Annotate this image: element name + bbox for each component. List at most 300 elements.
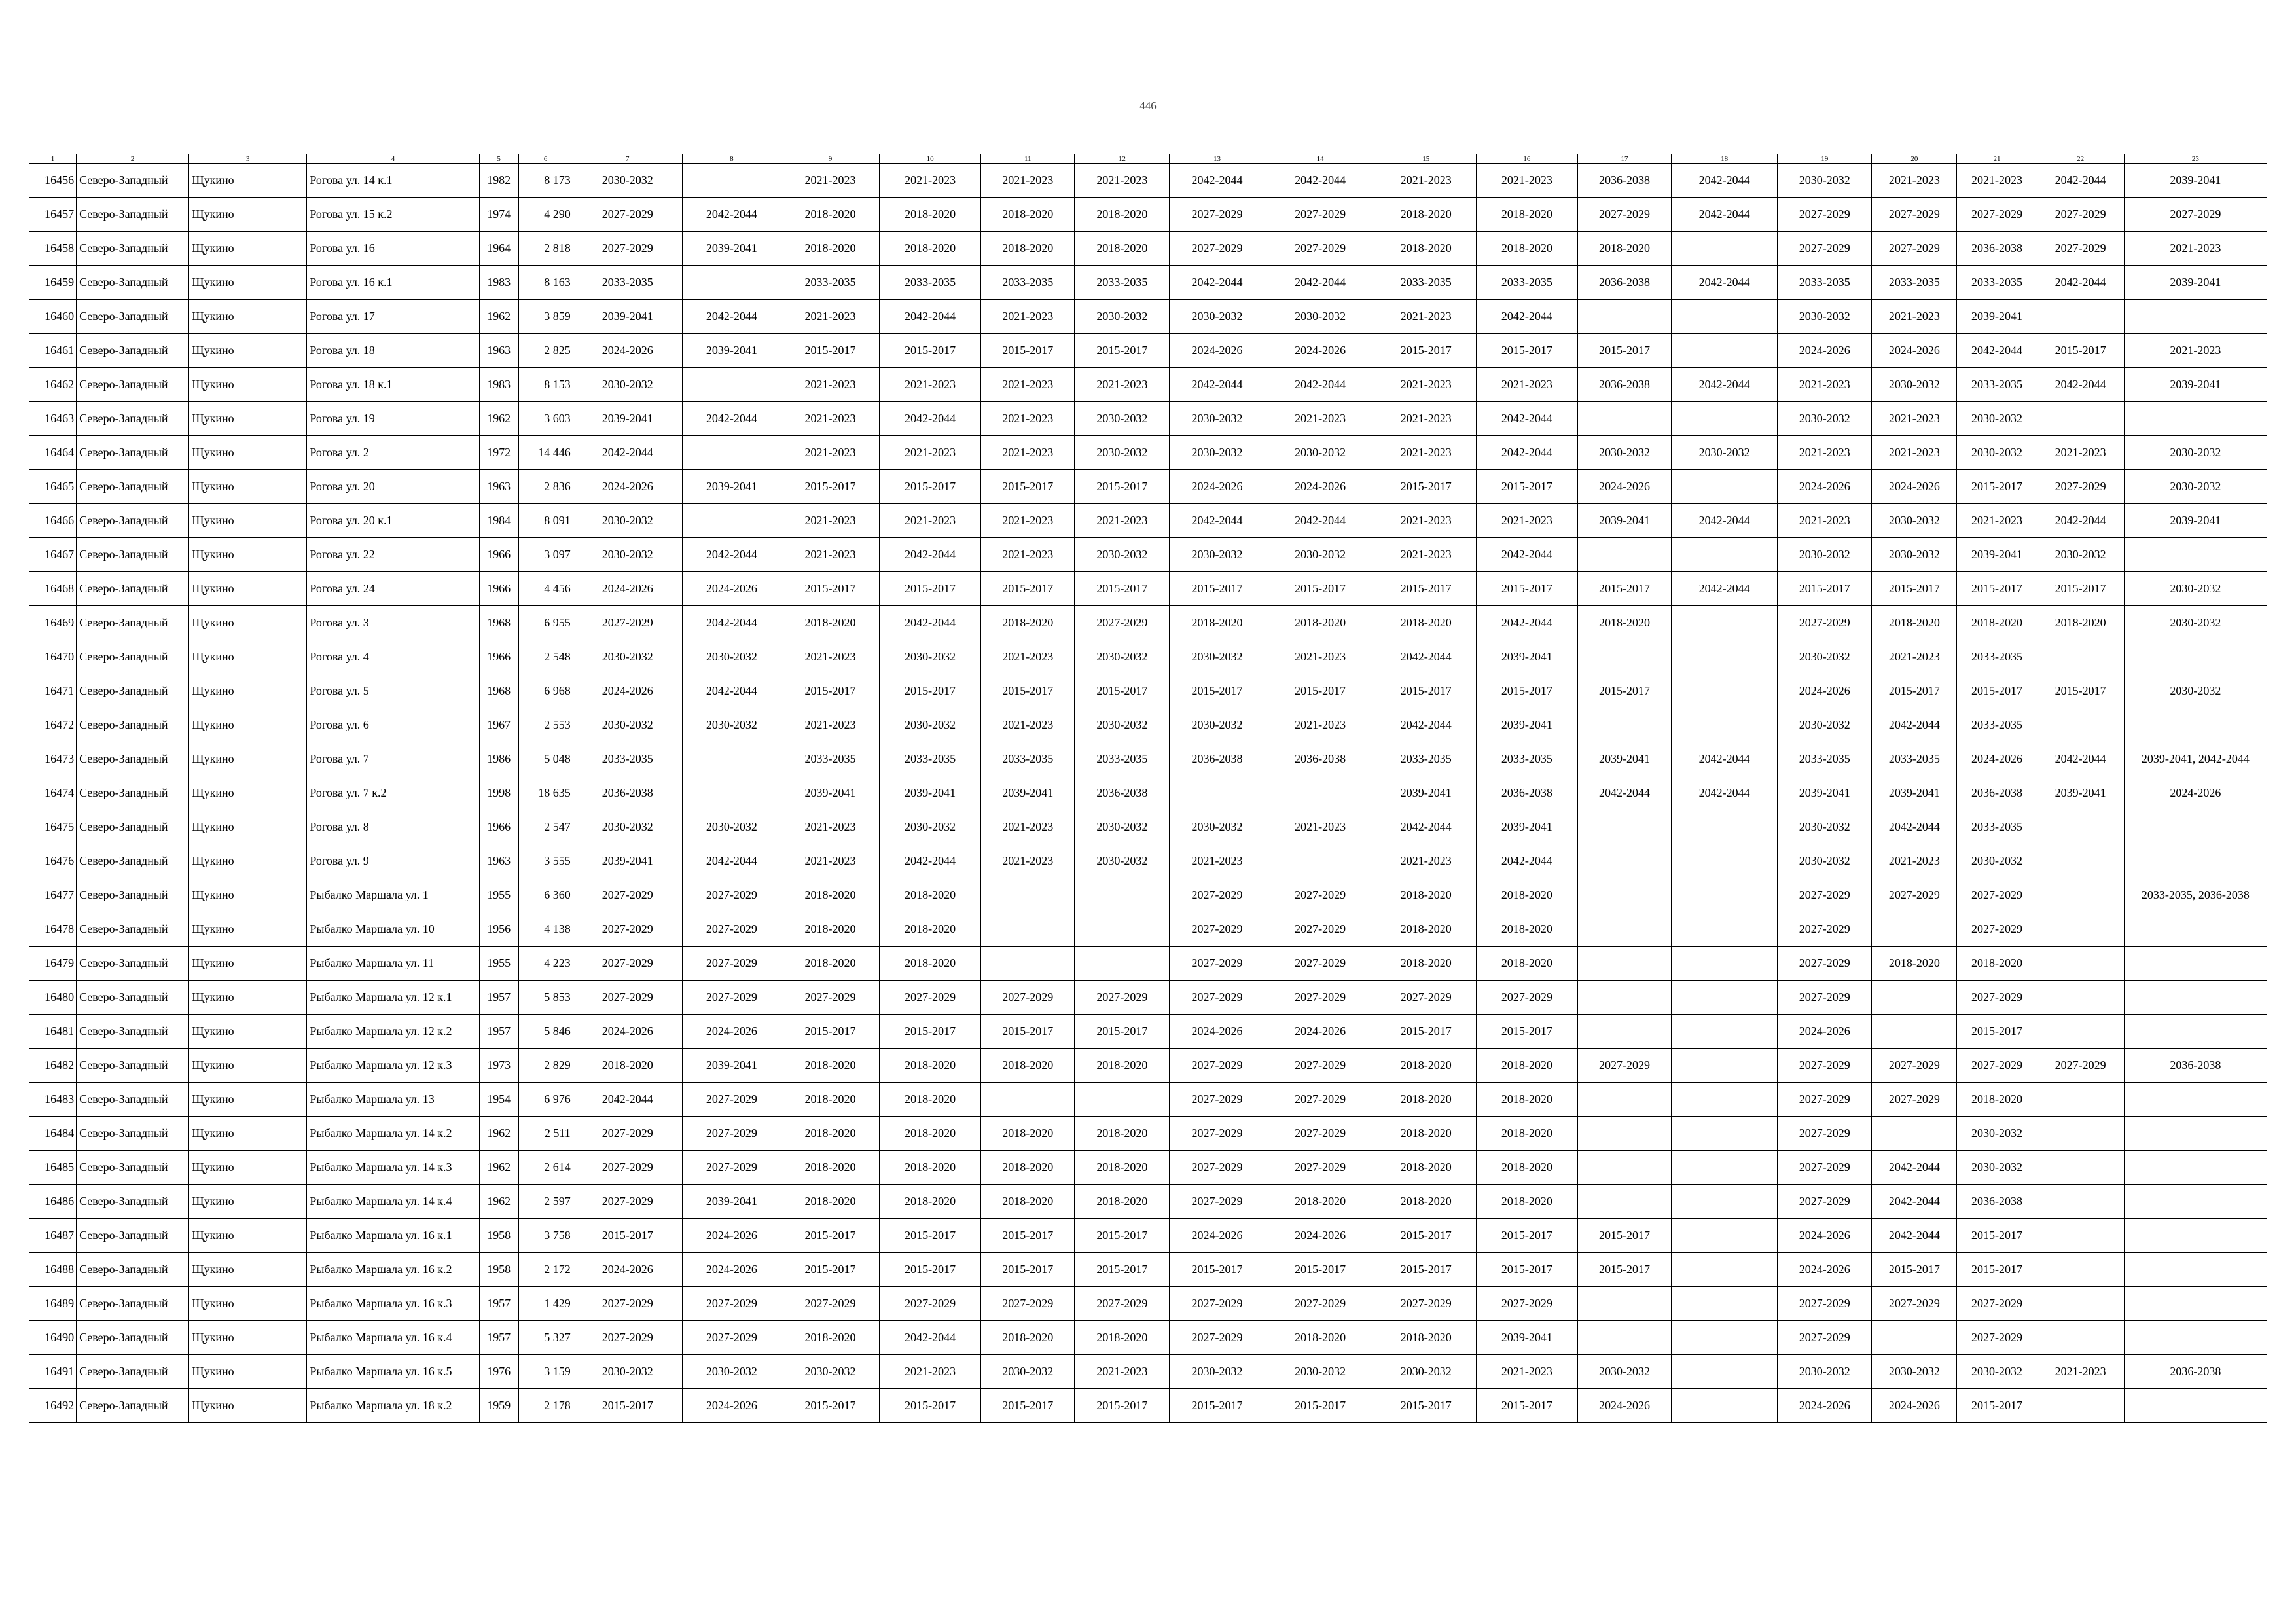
table-cell: 2036-2038 (1577, 164, 1671, 198)
capital-repair-schedule-table (29, 154, 2267, 1423)
table-cell: 2027-2029 (1265, 1117, 1376, 1151)
table-cell: 16491 (29, 1355, 77, 1389)
table-cell (2124, 1117, 2267, 1151)
table-cell: 2015-2017 (1170, 1389, 1265, 1423)
table-cell (2037, 1219, 2124, 1253)
table-cell (2124, 1389, 2267, 1423)
table-cell: 2021-2023 (1265, 640, 1376, 674)
table-cell: Северо-Западный (77, 470, 189, 504)
table-cell: 2018-2020 (781, 1185, 879, 1219)
table-cell: Рогова ул. 16 (307, 232, 479, 266)
table-cell: 3 758 (518, 1219, 573, 1253)
table-cell: 2042-2044 (1672, 572, 1778, 606)
table-cell: 2015-2017 (1577, 1253, 1671, 1287)
table-cell: 2042-2044 (2037, 368, 2124, 402)
table-cell: Щукино (189, 1321, 307, 1355)
table-cell (2124, 1219, 2267, 1253)
table-row (29, 708, 2267, 742)
table-cell: 2042-2044 (1476, 538, 1577, 572)
table-cell (1672, 1355, 1778, 1389)
table-cell (1577, 708, 1671, 742)
table-cell: 2030-2032 (1170, 538, 1265, 572)
table-cell: 16469 (29, 606, 77, 640)
table-cell: 1957 (479, 1321, 518, 1355)
table-cell: 2018-2020 (880, 232, 981, 266)
table-cell: 2027-2029 (1170, 878, 1265, 912)
table-cell: 2030-2032 (1577, 436, 1671, 470)
table-row (29, 1355, 2267, 1389)
table-cell (1075, 912, 1170, 947)
table-cell: 2033-2035 (1376, 266, 1476, 300)
table-cell: 2018-2020 (981, 1185, 1075, 1219)
table-cell: 2015-2017 (1075, 1219, 1170, 1253)
table-cell: 2015-2017 (981, 572, 1075, 606)
table-cell: 2042-2044 (1957, 334, 2037, 368)
table-cell: Щукино (189, 1083, 307, 1117)
table-cell: Рыбалко Маршала ул. 14 к.2 (307, 1117, 479, 1151)
table-cell: 2021-2023 (1376, 436, 1476, 470)
column-number-cell: 6 (518, 154, 573, 164)
table-cell: 2018-2020 (981, 1151, 1075, 1185)
table-cell (1577, 1015, 1671, 1049)
table-cell: 2018-2020 (981, 1049, 1075, 1083)
table-cell: Щукино (189, 1049, 307, 1083)
table-cell: 2027-2029 (1170, 1049, 1265, 1083)
table-cell: 2027-2029 (573, 1287, 682, 1321)
table-cell (2124, 538, 2267, 572)
table-cell: 16487 (29, 1219, 77, 1253)
table-cell: 2042-2044 (1672, 266, 1778, 300)
table-cell: 2027-2029 (1778, 1287, 1872, 1321)
table-cell: 2042-2044 (1376, 810, 1476, 844)
table-cell (1265, 776, 1376, 810)
table-cell: 1976 (479, 1355, 518, 1389)
column-number-cell: 7 (573, 154, 682, 164)
table-cell: 2027-2029 (981, 981, 1075, 1015)
table-cell (2037, 1321, 2124, 1355)
table-cell: 18 635 (518, 776, 573, 810)
table-cell: 1973 (479, 1049, 518, 1083)
table-cell: 2030-2032 (880, 810, 981, 844)
table-cell: 2021-2023 (1957, 164, 2037, 198)
table-cell: Щукино (189, 538, 307, 572)
table-cell: Щукино (189, 198, 307, 232)
table-cell: Северо-Западный (77, 674, 189, 708)
table-cell: 2015-2017 (573, 1389, 682, 1423)
column-number-cell: 20 (1872, 154, 1957, 164)
table-cell: 2027-2029 (682, 947, 781, 981)
table-cell: 2036-2038 (1075, 776, 1170, 810)
table-cell: 16489 (29, 1287, 77, 1321)
table-cell: 2042-2044 (1872, 708, 1957, 742)
table-cell (2124, 300, 2267, 334)
table-row (29, 1185, 2267, 1219)
table-cell: 2015-2017 (1957, 1219, 2037, 1253)
table-cell: 2021-2023 (781, 402, 879, 436)
table-cell: Рыбалко Маршала ул. 12 к.2 (307, 1015, 479, 1049)
table-cell: 2027-2029 (573, 606, 682, 640)
table-cell: 2024-2026 (573, 470, 682, 504)
table-row (29, 232, 2267, 266)
table-cell: 2030-2032 (1957, 1151, 2037, 1185)
table-cell: 2027-2029 (1376, 1287, 1476, 1321)
table-cell: 2027-2029 (1577, 198, 1671, 232)
table-cell: Рыбалко Маршала ул. 12 к.3 (307, 1049, 479, 1083)
table-cell: 2015-2017 (1957, 470, 2037, 504)
table-cell: 2021-2023 (781, 708, 879, 742)
table-cell: 2015-2017 (981, 1219, 1075, 1253)
table-cell: Щукино (189, 844, 307, 878)
table-cell: 2018-2020 (1376, 947, 1476, 981)
table-cell: 1983 (479, 368, 518, 402)
table-cell: 2018-2020 (1476, 1151, 1577, 1185)
table-cell (682, 164, 781, 198)
table-cell: 2015-2017 (2037, 334, 2124, 368)
table-cell: 1955 (479, 878, 518, 912)
table-cell: 2018-2020 (1376, 1117, 1476, 1151)
table-cell: 2024-2026 (1577, 470, 1671, 504)
column-number-cell: 15 (1376, 154, 1476, 164)
table-cell: 2024-2026 (1778, 470, 1872, 504)
table-cell: 2018-2020 (1265, 1321, 1376, 1355)
table-cell: Северо-Западный (77, 368, 189, 402)
table-cell (1672, 470, 1778, 504)
table-cell: 16471 (29, 674, 77, 708)
table-cell: 1982 (479, 164, 518, 198)
table-cell: 2039-2041 (1957, 300, 2037, 334)
table-cell: 1968 (479, 674, 518, 708)
table-cell: 2021-2023 (1376, 538, 1476, 572)
table-cell: Рогова ул. 5 (307, 674, 479, 708)
table-cell: 2018-2020 (1075, 1321, 1170, 1355)
table-cell: 1983 (479, 266, 518, 300)
column-number-cell: 22 (2037, 154, 2124, 164)
table-cell: Рыбалко Маршала ул. 1 (307, 878, 479, 912)
table-cell: 2024-2026 (1778, 1389, 1872, 1423)
table-cell: 2018-2020 (1872, 606, 1957, 640)
table-cell (1672, 606, 1778, 640)
table-cell: 2015-2017 (1075, 1015, 1170, 1049)
table-cell (682, 266, 781, 300)
table-cell: Северо-Западный (77, 1117, 189, 1151)
table-cell: Щукино (189, 981, 307, 1015)
table-cell: 2018-2020 (1376, 1049, 1476, 1083)
table-cell: Северо-Западный (77, 1151, 189, 1185)
table-cell: 2033-2035 (1778, 266, 1872, 300)
table-cell: 2015-2017 (1265, 572, 1376, 606)
table-cell: 16464 (29, 436, 77, 470)
table-cell: 1963 (479, 334, 518, 368)
table-cell: 2024-2026 (1265, 1219, 1376, 1253)
table-cell: 2015-2017 (781, 1253, 879, 1287)
table-cell: 2027-2029 (1265, 947, 1376, 981)
table-cell: Северо-Западный (77, 572, 189, 606)
column-number-cell: 2 (77, 154, 189, 164)
table-cell: 2021-2023 (2037, 436, 2124, 470)
table-cell: 2024-2026 (682, 572, 781, 606)
column-number-cell: 23 (2124, 154, 2267, 164)
table-cell: 2030-2032 (2124, 436, 2267, 470)
table-cell: 2018-2020 (880, 1049, 981, 1083)
table-cell: 2015-2017 (981, 334, 1075, 368)
table-cell: Рыбалко Маршала ул. 13 (307, 1083, 479, 1117)
table-cell: Щукино (189, 674, 307, 708)
table-cell: 2027-2029 (1265, 232, 1376, 266)
table-cell: Щукино (189, 606, 307, 640)
table-cell: 2027-2029 (1872, 1287, 1957, 1321)
table-cell: 2015-2017 (1170, 674, 1265, 708)
table-cell: 2018-2020 (981, 606, 1075, 640)
table-cell: 2021-2023 (1265, 810, 1376, 844)
table-cell (1672, 1287, 1778, 1321)
table-cell: 2030-2032 (1265, 538, 1376, 572)
table-cell: 2 836 (518, 470, 573, 504)
table-cell: Щукино (189, 1389, 307, 1423)
table-cell: 2018-2020 (1476, 947, 1577, 981)
column-number-cell: 3 (189, 154, 307, 164)
table-cell: 2024-2026 (1778, 1219, 1872, 1253)
table-cell (1672, 947, 1778, 981)
table-cell: 2021-2023 (1265, 402, 1376, 436)
table-cell: 2024-2026 (1170, 470, 1265, 504)
table-cell (2124, 640, 2267, 674)
table-cell: 2039-2041 (1577, 504, 1671, 538)
table-cell: 2024-2026 (1170, 1219, 1265, 1253)
table-cell: 2039-2041 (1476, 640, 1577, 674)
column-number-cell: 4 (307, 154, 479, 164)
table-cell: Северо-Западный (77, 300, 189, 334)
table-cell: 1972 (479, 436, 518, 470)
table-cell: 16477 (29, 878, 77, 912)
table-cell: 2018-2020 (573, 1049, 682, 1083)
table-cell: 2030-2032 (1872, 504, 1957, 538)
table-cell (1577, 947, 1671, 981)
table-cell: 2018-2020 (1476, 1117, 1577, 1151)
table-cell: 2033-2035 (573, 742, 682, 776)
table-cell: 16470 (29, 640, 77, 674)
table-cell: 2039-2041 (781, 776, 879, 810)
column-number-cell: 18 (1672, 154, 1778, 164)
table-cell: 2042-2044 (1265, 368, 1376, 402)
table-cell: Щукино (189, 776, 307, 810)
table-cell: Рогова ул. 3 (307, 606, 479, 640)
table-cell: 2015-2017 (1265, 674, 1376, 708)
table-cell: Рыбалко Маршала ул. 18 к.2 (307, 1389, 479, 1423)
table-cell: Щукино (189, 266, 307, 300)
table-cell: 2033-2035 (1957, 640, 2037, 674)
table-cell (1577, 402, 1671, 436)
table-cell: 2018-2020 (1376, 1083, 1476, 1117)
table-cell: 2042-2044 (1265, 266, 1376, 300)
table-cell: 2021-2023 (1476, 164, 1577, 198)
table-cell: 2027-2029 (1872, 1049, 1957, 1083)
table-cell: Щукино (189, 1253, 307, 1287)
table-cell: 2042-2044 (682, 606, 781, 640)
column-number-cell: 5 (479, 154, 518, 164)
table-cell: 2015-2017 (1872, 674, 1957, 708)
table-cell: 3 097 (518, 538, 573, 572)
table-cell: 2039-2041 (2124, 164, 2267, 198)
table-cell: Рогова ул. 24 (307, 572, 479, 606)
table-cell: 2027-2029 (573, 1117, 682, 1151)
table-cell: 16482 (29, 1049, 77, 1083)
table-cell: 2027-2029 (1872, 1083, 1957, 1117)
table-row (29, 266, 2267, 300)
table-cell: 2021-2023 (1376, 164, 1476, 198)
table-cell: 2024-2026 (573, 1253, 682, 1287)
table-cell: Рыбалко Маршала ул. 16 к.4 (307, 1321, 479, 1355)
table-cell: 2027-2029 (1778, 912, 1872, 947)
table-cell: 2027-2029 (781, 981, 879, 1015)
table-cell: 2027-2029 (1577, 1049, 1671, 1083)
table-cell: 2021-2023 (981, 538, 1075, 572)
table-cell: 16457 (29, 198, 77, 232)
table-cell: Щукино (189, 1151, 307, 1185)
table-cell: 2024-2026 (682, 1015, 781, 1049)
table-cell: 2021-2023 (1075, 1355, 1170, 1389)
table-cell: 2027-2029 (1872, 232, 1957, 266)
table-cell: Северо-Западный (77, 742, 189, 776)
table-cell: 2 818 (518, 232, 573, 266)
table-cell: 2021-2023 (2037, 1355, 2124, 1389)
table-cell: 2021-2023 (1170, 844, 1265, 878)
table-cell: 2015-2017 (1376, 572, 1476, 606)
table-cell: 2033-2035 (1075, 266, 1170, 300)
table-row (29, 981, 2267, 1015)
table-cell: 2030-2032 (1778, 708, 1872, 742)
table-cell: 2027-2029 (1170, 198, 1265, 232)
table-cell: Северо-Западный (77, 640, 189, 674)
table-cell: 2027-2029 (1170, 1117, 1265, 1151)
table-cell: 16465 (29, 470, 77, 504)
table-row (29, 947, 2267, 981)
table-cell: 2 829 (518, 1049, 573, 1083)
table-cell: 2027-2029 (573, 947, 682, 981)
table-cell: 2030-2032 (1170, 810, 1265, 844)
table-cell: 2 172 (518, 1253, 573, 1287)
table-cell (682, 776, 781, 810)
table-cell: 2018-2020 (880, 1151, 981, 1185)
table-cell: 2039-2041 (573, 402, 682, 436)
table-cell: Рыбалко Маршала ул. 14 к.4 (307, 1185, 479, 1219)
table-cell: 2021-2023 (781, 436, 879, 470)
table-cell (1577, 1151, 1671, 1185)
table-cell: Рогова ул. 6 (307, 708, 479, 742)
table-cell: 2015-2017 (1476, 1015, 1577, 1049)
table-cell: Рогова ул. 17 (307, 300, 479, 334)
table-cell: 1954 (479, 1083, 518, 1117)
table-cell: 16462 (29, 368, 77, 402)
table-cell: 2 553 (518, 708, 573, 742)
table-cell: 2 825 (518, 334, 573, 368)
table-cell: 1963 (479, 844, 518, 878)
table-cell: 2033-2035 (1957, 708, 2037, 742)
table-cell: 2039-2041 (1872, 776, 1957, 810)
table-cell: 2024-2026 (1170, 1015, 1265, 1049)
table-cell: 2024-2026 (682, 1253, 781, 1287)
table-cell: 2030-2032 (1957, 844, 2037, 878)
table-cell: 2018-2020 (880, 1185, 981, 1219)
table-cell: 16479 (29, 947, 77, 981)
table-cell: 1986 (479, 742, 518, 776)
table-row (29, 368, 2267, 402)
table-cell: 2042-2044 (880, 606, 981, 640)
table-cell: 2030-2032 (1075, 844, 1170, 878)
table-cell: 5 853 (518, 981, 573, 1015)
table-cell: 2039-2041 (1476, 708, 1577, 742)
table-cell: 2018-2020 (781, 1117, 879, 1151)
table-cell: 2021-2023 (1376, 300, 1476, 334)
table-cell: 4 223 (518, 947, 573, 981)
table-cell: 5 846 (518, 1015, 573, 1049)
table-row (29, 538, 2267, 572)
table-cell (1672, 1185, 1778, 1219)
table-cell: 2018-2020 (981, 198, 1075, 232)
table-cell: 2042-2044 (880, 300, 981, 334)
table-cell: 3 159 (518, 1355, 573, 1389)
table-cell (1672, 232, 1778, 266)
table-cell: 2015-2017 (880, 1219, 981, 1253)
table-cell: 2015-2017 (1075, 470, 1170, 504)
table-row (29, 878, 2267, 912)
table-cell: 2042-2044 (1265, 164, 1376, 198)
table-cell: 2024-2026 (682, 1219, 781, 1253)
table-cell: 2 178 (518, 1389, 573, 1423)
table-cell: 2033-2035 (981, 742, 1075, 776)
table-cell: 2 548 (518, 640, 573, 674)
table-cell: 2042-2044 (682, 300, 781, 334)
table-cell: 2030-2032 (1170, 436, 1265, 470)
table-cell: 2015-2017 (1075, 1253, 1170, 1287)
table-cell: 2021-2023 (1872, 640, 1957, 674)
table-cell: 8 173 (518, 164, 573, 198)
table-cell: 2021-2023 (981, 708, 1075, 742)
table-cell: 2036-2038 (1957, 1185, 2037, 1219)
table-cell: 2039-2041 (1778, 776, 1872, 810)
table-cell: 2018-2020 (981, 1117, 1075, 1151)
table-cell: 2015-2017 (1075, 1389, 1170, 1423)
table-cell: 2027-2029 (1957, 912, 2037, 947)
table-cell: 2015-2017 (781, 1389, 879, 1423)
table-cell: 2039-2041 (1476, 810, 1577, 844)
table-cell: 2021-2023 (781, 164, 879, 198)
table-row (29, 912, 2267, 947)
table-cell: Северо-Западный (77, 504, 189, 538)
table-cell: 2039-2041 (2124, 368, 2267, 402)
table-cell: 1966 (479, 572, 518, 606)
table-cell: 2021-2023 (1476, 1355, 1577, 1389)
table-row (29, 1321, 2267, 1355)
table-cell: 2015-2017 (1577, 674, 1671, 708)
table-cell (2124, 1083, 2267, 1117)
table-cell: Рыбалко Маршала ул. 16 к.5 (307, 1355, 479, 1389)
table-cell: 2039-2041 (682, 232, 781, 266)
table-cell: 2018-2020 (1476, 912, 1577, 947)
table-cell: 2027-2029 (880, 981, 981, 1015)
table-cell: 2030-2032 (1778, 844, 1872, 878)
table-cell: Щукино (189, 1117, 307, 1151)
table-cell: Северо-Западный (77, 810, 189, 844)
table-cell: 16488 (29, 1253, 77, 1287)
table-cell: 2027-2029 (1170, 947, 1265, 981)
table-cell (981, 912, 1075, 947)
table-cell: 4 290 (518, 198, 573, 232)
table-cell: 2027-2029 (1778, 1083, 1872, 1117)
table-cell: 2033-2035 (880, 742, 981, 776)
table-cell: 2030-2032 (1075, 708, 1170, 742)
table-cell: 2030-2032 (1265, 300, 1376, 334)
table-cell: 2039-2041 (2037, 776, 2124, 810)
